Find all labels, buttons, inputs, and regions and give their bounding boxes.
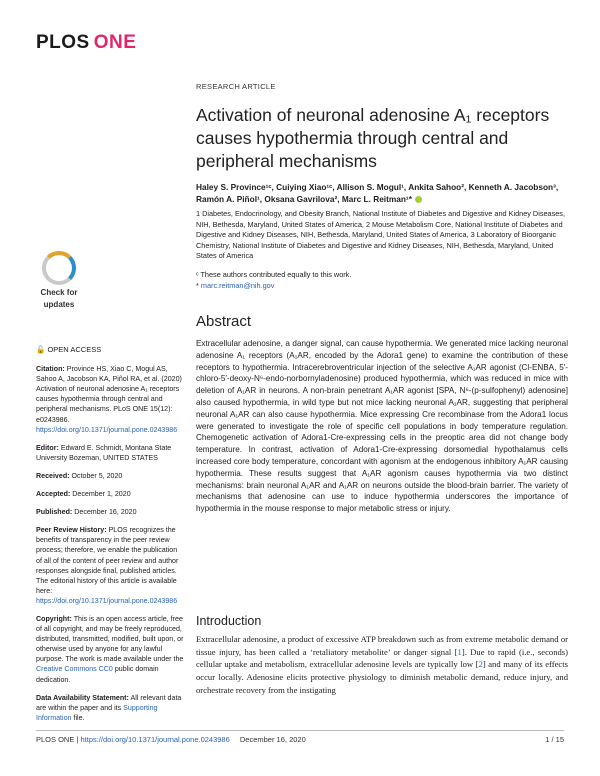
accepted-date: December 1, 2020 <box>72 490 131 499</box>
received-label: Received: <box>36 471 70 480</box>
abstract-heading: Abstract <box>196 313 252 330</box>
introduction-text <box>196 633 568 697</box>
supporting-information-link[interactable]: Supporting Information <box>36 703 158 722</box>
peer-review-doi-link[interactable]: https://doi.org/10.1371/journal.pone.0243986 <box>36 596 178 605</box>
equal-contribution-note: ᶜ These authors contributed equally to this work. <box>196 270 352 279</box>
copyright-label: Copyright: <box>36 614 72 623</box>
peer-review-block <box>36 525 184 606</box>
copyright-block <box>36 614 184 685</box>
ref-1-link[interactable]: 1 <box>457 646 462 657</box>
open-access-label: OPEN ACCESS <box>47 345 102 354</box>
editor-text: Edward E. Schmidt, Montana State University Bozeman, UNITED STATES <box>36 443 172 462</box>
badge-line2: updates <box>43 300 75 309</box>
peer-review-label: Peer Review History: <box>36 526 107 535</box>
intro-part-3: ] and many of its effects occur locally. Adenosine elicits protective physiology to diminish metabolic demand, reduce injury, and orchestrate recovery from the instigating <box>196 659 568 695</box>
accepted-block <box>36 489 184 499</box>
article-title: Activation of neuronal adenosine A₁ receptors causes hypothermia through central and peripheral mechanisms <box>196 105 550 171</box>
author-list <box>196 181 568 205</box>
check-for-updates-badge[interactable] <box>30 251 88 309</box>
logo-one: ONE <box>93 32 137 53</box>
abstract-text: Extracellular adenosine, a danger signal, can cause hypothermia. We generated mice lacking neuronal adenosine A₁ receptors (A₁AR, encoded by the Adora1 gene) to examine the contribution of these receptors to hypothermia. Intracerebroventricular injection of the selective A₁AR agonist (Cl-ENBA, 5′-chloro-5′-deoxy-N⁶-endo-norbornyladenosine) produced hypothermia, which was reduced in mice with deletion of A₁AR in neurons. A non-brain penetrant A₁AR agonist [SPA, N⁶-(p-sulfophenyl) adenosine] also caused hypothermia, in wild type but not mice lacking neuronal A₁AR, suggesting that peripheral neuronal A₁AR can also cause hypothermia. Mice expressing Cre recombinase from the Adora1 locus were generated to investigate the role of specific cell populations in body temperature regulation. Chemogenetic activation of Adora1-Cre-expressing cells in the preoptic area did not change body temperature. In contrast, activation of Adora1-Cre-expressing dorsomedial hypothalamus cells increased core body temperature, concordant with agonism at the endogenous inhibitory A₁AR causing hypothermia. These results suggest that A₁AR agonism causes hypothermia via two distinct mechanisms: brain neuronal A₁AR and A₁AR on neurons outside the blood-brain barrier. The variety of mechanisms that adenosine can use to induce hypothermia underscores the importance of hypothermia in the mouse response to major metabolic stress or injury. <box>196 339 568 514</box>
ref-2-link[interactable]: 2 <box>478 659 483 670</box>
copyright-tail: public domain dedication. <box>36 665 159 684</box>
citation-text: Province HS, Xiao C, Mogul AS, Sahoo A, Jacobson KA, Piñol RA, et al. (2020) Activation of neuronal adenosine A₁ receptors causes hypothermia through central and peripheral mechanisms. PLoS ONE 15(12): e0243986. <box>36 365 182 424</box>
open-lock-icon: 🔓 <box>36 345 46 354</box>
badge-line1: Check for <box>40 288 78 297</box>
affiliation-2: 2 Mouse Metabolism Core, National Institute of Diabetes and Digestive and Kidney Diseases, NIH, Bethesda, Maryland, United States of America, <box>196 219 563 240</box>
affiliation-1: 1 Diabetes, Endocrinology, and Obesity Branch, National Institute of Diabetes and Digestive and Kidney Diseases, NIH, Bethesda, Maryland, United States of America, <box>196 209 565 229</box>
authors-text: Haley S. Province¹ᶜ, Cuiying Xiao¹ᶜ, Allison S. Mogul¹, Ankita Sahoo², Kenneth A. Jacobson³, Ramón A. Piñol¹, Oksana Gavrilova², Marc L. Reitman¹* <box>196 182 559 204</box>
footer-journal: PLOS ONE <box>36 735 75 744</box>
logo-plos: PLOS <box>36 32 90 53</box>
article-info-sidebar <box>36 345 184 731</box>
creative-commons-link[interactable]: Creative Commons CC0 <box>36 665 113 674</box>
page-number: 1 / 15 <box>545 735 564 744</box>
journal-logo <box>36 32 136 54</box>
intro-part-1: Extracellular adenosine, a product of excessive ATP breakdown such as from extreme metabolic demand or tissue injury, has been called a ‘retaliatory metabolite’ or danger signal [ <box>196 634 568 657</box>
published-date: December 16, 2020 <box>74 508 137 517</box>
footer-separator: | <box>74 735 81 744</box>
affiliations <box>196 209 568 262</box>
citation-block <box>36 364 184 435</box>
citation-label: Citation: <box>36 365 65 374</box>
received-block <box>36 471 184 481</box>
editor-block <box>36 443 184 463</box>
peer-review-text: PLOS recognizes the benefits of transparency in the peer review process; therefore, we enable the publication of all of the content of peer review and author responses alongside final, published articles. The editorial history of this article is available here: <box>36 526 179 595</box>
data-availability-tail: file. <box>73 713 85 722</box>
email-marker: * <box>196 280 199 290</box>
data-availability-block <box>36 693 184 723</box>
introduction-heading: Introduction <box>196 614 262 628</box>
copyright-text: This is an open access article, free of all copyright, and may be freely reproduced, distributed, transmitted, modified, built upon, or otherwise used by anyone for any lawful purpose. The work is made available under the <box>36 614 184 664</box>
citation-doi-link[interactable]: https://doi.org/10.1371/journal.pone.0243986 <box>36 425 178 434</box>
editor-label: Editor: <box>36 443 59 452</box>
page-footer <box>36 735 306 744</box>
affiliation-3: 3 Laboratory of Bioorganic Chemistry, National Institute of Diabetes and Digestive and Kidney Diseases, NIH, Bethesda, Maryland, United States of America <box>196 230 557 261</box>
open-access <box>36 345 184 355</box>
footer-divider <box>36 730 564 731</box>
accepted-label: Accepted: <box>36 490 71 499</box>
published-label: Published: <box>36 508 73 517</box>
intro-part-2: ]. Due to rapid (i.e., seconds) cellular uptake and metabolism, extracellular adenosine levels are typically low [ <box>196 646 568 670</box>
corresponding-email <box>196 281 568 292</box>
data-availability-text: All relevant data are within the paper and its <box>36 693 182 712</box>
received-date: October 5, 2020 <box>71 471 123 480</box>
email-link[interactable]: marc.reitman@nih.gov <box>200 280 275 290</box>
check-updates-icon <box>42 251 76 285</box>
contributions <box>196 270 568 291</box>
orcid-icon[interactable] <box>415 196 422 203</box>
published-block <box>36 507 184 517</box>
footer-doi-link[interactable]: https://doi.org/10.1371/journal.pone.0243986 <box>80 735 230 744</box>
article-type: RESEARCH ARTICLE <box>196 82 276 91</box>
footer-date: December 16, 2020 <box>239 735 306 744</box>
data-availability-label: Data Availability Statement: <box>36 693 129 702</box>
